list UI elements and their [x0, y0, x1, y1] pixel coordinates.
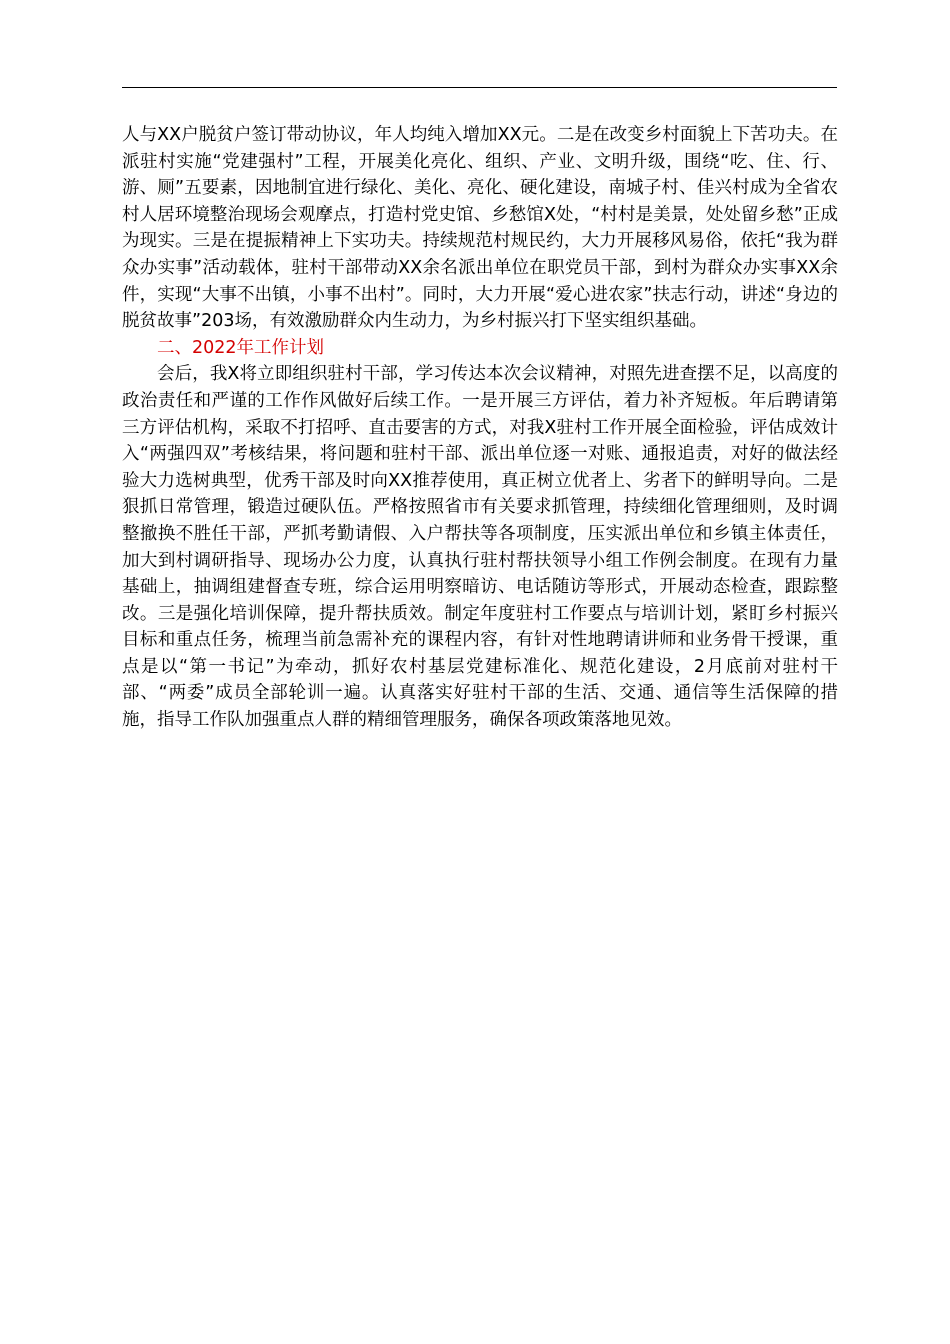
- document-body: [122, 122, 838, 734]
- paragraph-continuation: 人与XX户脱贫户签订带动协议，年人均纯入增加XX元。二是在改变乡村面貌上下苦功夫。在派驻村实施“党建强村”工程，开展美化亮化、组织、产业、文明升级，围绕“吃、住、行、游、厕”五要素，因地制宜进行绿化、美化、亮化、硬化建设，南城子村、佳兴村成为全省农村人居环境整治现场会观摩点，打造村党史馆、乡愁馆X处，“村村是美景，处处留乡愁”正成为现实。三是在提振精神上下实功夫。持续规范村规民约，大力开展移风易俗，依托“我为群众办实事”活动载体，驻村干部带动XX余名派出单位在职党员干部，到村为群众办实事XX余件，实现“大事不出镇，小事不出村”。同时，大力开展“爱心进农家”扶志行动，讲述“身边的脱贫故事”203场，有效激励群众内生动力，为乡村振兴打下坚实组织基础。: [122, 125, 838, 332]
- header-rule: [122, 87, 837, 88]
- paragraph-work-plan: 会后，我X将立即组织驻村干部，学习传达本次会议精神，对照先进查摆不足，以高度的政治责任和严谨的工作作风做好后续工作。一是开展三方评估，着力补齐短板。年后聘请第三方评估机构，采取不打招呼、直击要害的方式，对我X驻村工作开展全面检验，评估成效计入“两强四双”考核结果，将问题和驻村干部、派出单位逐一对账、通报追责，对好的做法经验大力选树典型，优秀干部及时向XX推荐使用，真正树立优者上、劣者下的鲜明导向。二是狠抓日常管理，锻造过硬队伍。严格按照省市有关要求抓管理，持续细化管理细则，及时调整撤换不胜任干部，严抓考勤请假、入户帮扶等各项制度，压实派出单位和乡镇主体责任，加大到村调研指导、现场办公力度，认真执行驻村帮扶领导小组工作例会制度。在现有力量基础上，抽调组建督查专班，综合运用明察暗访、电话随访等形式，开展动态检查，跟踪整改。三是强化培训保障，提升帮扶质效。制定年度驻村工作要点与培训计划，紧盯乡村振兴目标和重点任务，梳理当前急需补充的课程内容，有针对性地聘请讲师和业务骨干授课，重点是以“第一书记”为牵动，抓好农村基层党建标准化、规范化建设，2月底前对驻村干部、“两委”成员全部轮训一遍。认真落实好驻村干部的生活、交通、通信等生活保障的措施，指导工作队加强重点人群的精细管理服务，确保各项政策落地见效。: [122, 364, 838, 731]
- section-heading-2022-plan: 二、2022年工作计划: [157, 337, 325, 358]
